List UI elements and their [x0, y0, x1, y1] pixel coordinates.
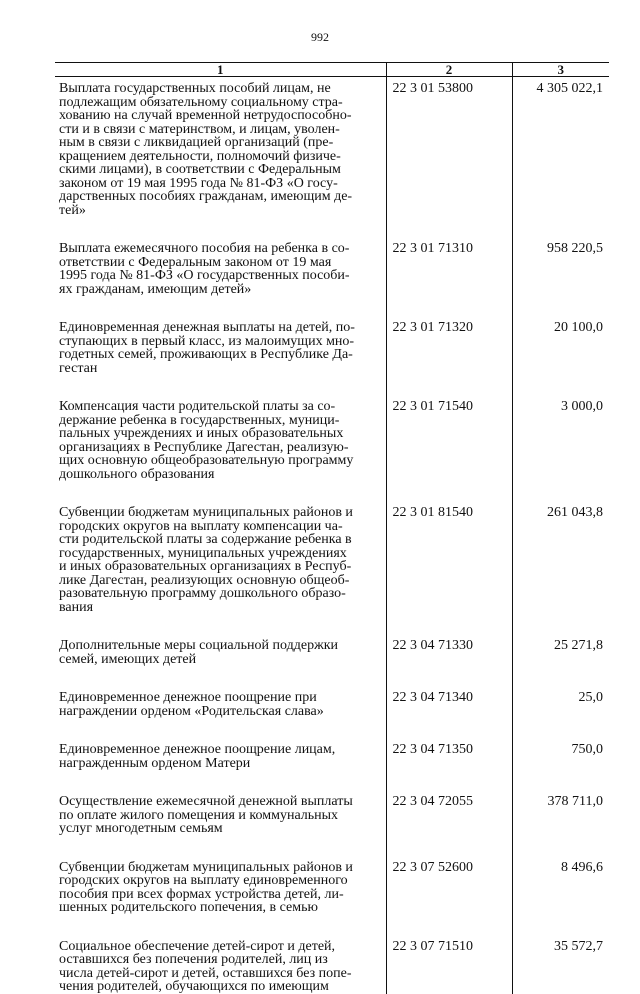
column-header-2: 2: [386, 63, 512, 77]
description-line: Единовременная денежная выплаты на детей, по-: [59, 320, 355, 335]
table-row: [55, 738, 609, 790]
description-line: награждении орденом «Родительская слава»: [59, 703, 324, 719]
description-line: ях гражданам, имеющим детей»: [59, 281, 252, 297]
description-line: Выплата государственных пособий лицам, не: [59, 81, 331, 96]
row-amount: 4 305 022,1: [512, 77, 609, 238]
row-code: 22 3 04 71350: [386, 738, 512, 790]
description-line: награжденным орденом Матери: [59, 755, 251, 771]
row-code: 22 3 01 71320: [386, 316, 512, 395]
row-amount: 25 271,8: [512, 634, 609, 686]
row-description: [55, 856, 386, 935]
description-line: оставшихся без попечения родителей, лиц из: [59, 952, 328, 967]
description-line: ступающих в первый класс, из малоимущих мно-: [59, 333, 355, 349]
description-line: чения родителей, обучающихся по имеющим: [59, 979, 329, 994]
row-description: [55, 501, 386, 634]
row-code: 22 3 01 71540: [386, 395, 512, 501]
description-line: кращением деятельности, полномочий физиче-: [59, 148, 341, 164]
description-line: годетных семей, проживающих в Республике Да-: [59, 347, 353, 362]
page-number: 992: [311, 30, 329, 44]
description-line: и иных образовательных организациях в Респуб-: [59, 559, 352, 574]
description-line: разовательную программу дошкольного образо-: [59, 586, 346, 601]
row-description: [55, 237, 386, 316]
description-line: услуг многодетным семьям: [59, 821, 223, 836]
row-description: [55, 77, 386, 238]
table-row: [55, 395, 609, 501]
table-row: [55, 237, 609, 316]
description-line: Субвенции бюджетам муниципальных районов и: [59, 505, 353, 520]
column-header-3: 3: [512, 63, 609, 77]
description-line: городских округов на выплату единовременного: [59, 873, 348, 888]
description-line: Дополнительные меры социальной поддержки: [59, 638, 339, 653]
description-line: сти и в связи с материнством, и лицам, уволен-: [59, 121, 340, 137]
table-header-row: [55, 63, 609, 77]
row-amount: 35 572,7: [512, 935, 609, 994]
row-code: 22 3 07 52600: [386, 856, 512, 935]
row-code: 22 3 01 81540: [386, 501, 512, 634]
row-description: [55, 634, 386, 686]
description-line: пальных учреждениях и иных образовательных: [59, 426, 344, 441]
description-line: государственных, муниципальных учреждениях: [59, 545, 347, 561]
description-line: держание ребенка в государственных, муници-: [59, 412, 340, 428]
description-line: семей, имеющих детей: [59, 651, 197, 667]
row-amount: 750,0: [512, 738, 609, 790]
row-description: [55, 738, 386, 790]
row-amount: 8 496,6: [512, 856, 609, 935]
description-line: Компенсация части родительской платы за со-: [59, 399, 336, 414]
description-line: пособия при всех формах устройства детей, ли-: [59, 886, 344, 902]
description-line: по оплате жилого помещения и коммунальных: [59, 807, 339, 823]
row-code: 22 3 07 71510: [386, 935, 512, 994]
table-row: [55, 686, 609, 738]
description-line: законом от 19 мая 1995 года № 81-ФЗ «О госу-: [59, 175, 338, 191]
description-line: городских округов на выплату компенсации ча-: [59, 518, 343, 534]
row-code: 22 3 04 72055: [386, 790, 512, 856]
description-line: тей»: [59, 202, 86, 218]
description-line: сти родительской платы за содержание ребенка в: [59, 532, 352, 547]
table-row: [55, 316, 609, 395]
row-description: [55, 686, 386, 738]
row-code: 22 3 01 71310: [386, 237, 512, 316]
row-description: [55, 790, 386, 856]
description-line: Единовременное денежное поощрение при: [59, 690, 317, 705]
description-line: щих основную общеобразовательную программу: [59, 453, 354, 468]
row-amount: 25,0: [512, 686, 609, 738]
budget-table: [55, 62, 609, 994]
row-code: 22 3 04 71330: [386, 634, 512, 686]
table-row: [55, 790, 609, 856]
row-amount: 958 220,5: [512, 237, 609, 316]
description-line: лике Дагестан, реализующих основную общеоб-: [59, 572, 350, 588]
row-amount: 378 711,0: [512, 790, 609, 856]
description-line: Субвенции бюджетам муниципальных районов и: [59, 859, 353, 875]
row-description: [55, 395, 386, 501]
row-description: [55, 935, 386, 994]
description-line: ответствии с Федеральным законом от 19 мая: [59, 254, 332, 270]
table-row: [55, 634, 609, 686]
description-line: Выплата ежемесячного пособия на ребенка в со-: [59, 241, 350, 256]
row-code: 22 3 01 53800: [386, 77, 512, 238]
description-line: Единовременное денежное поощрение лицам,: [59, 742, 336, 757]
description-line: вания: [59, 599, 94, 615]
row-description: [55, 316, 386, 395]
description-line: шенных родительского попечения, в семью: [59, 900, 318, 915]
column-header-1: 1: [55, 63, 386, 77]
description-line: ным в связи с ликвидацией организаций (пре-: [59, 135, 334, 150]
table-row: [55, 935, 609, 994]
table-row: [55, 77, 609, 238]
description-line: хованию на случай временной нетрудоспособно-: [59, 108, 352, 123]
description-line: скими лицами), в соответствии с Федеральным: [59, 162, 341, 177]
table-row: [55, 501, 609, 634]
description-line: Социальное обеспечение детей-сирот и детей,: [59, 938, 336, 954]
row-amount: 20 100,0: [512, 316, 609, 395]
table-row: [55, 856, 609, 935]
row-amount: 261 043,8: [512, 501, 609, 634]
description-line: дарственных пособиях гражданам, имеющим де-: [59, 189, 353, 204]
description-line: гестан: [59, 360, 98, 376]
row-code: 22 3 04 71340: [386, 686, 512, 738]
description-line: 1995 года № 81-ФЗ «О государственных пособи-: [59, 268, 350, 283]
description-line: подлежащим обязательному социальному стра-: [59, 94, 343, 110]
description-line: Осуществление ежемесячной денежной выплаты: [59, 794, 353, 809]
description-line: организациях в Республике Дагестан, реализую-: [59, 439, 349, 455]
row-amount: 3 000,0: [512, 395, 609, 501]
description-line: числа детей-сирот и детей, оставшихся без попе-: [59, 965, 352, 981]
description-line: дошкольного образования: [59, 466, 215, 482]
